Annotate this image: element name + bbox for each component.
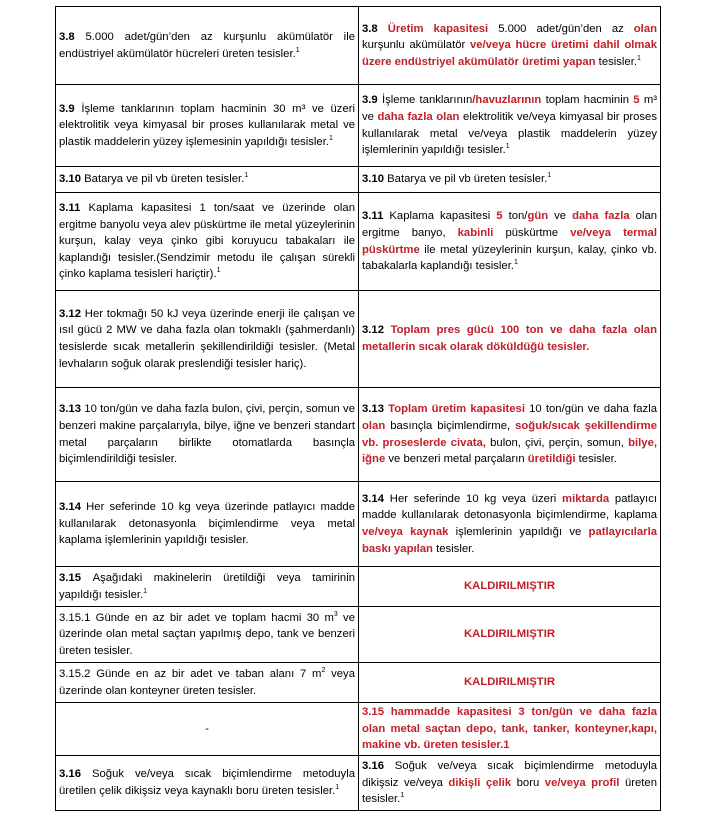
text-run: -	[205, 722, 209, 735]
footnote-marker: 2	[321, 667, 326, 675]
text-run: tesisler.	[575, 453, 617, 466]
text-run: ve üzerinde olan metal saçtan yapılmış depo, tank ve benzeri üreten tesisler.	[59, 611, 355, 657]
text-run: Soğuk ve/veya sıcak biçimlendirme metoduyla dikişsiz ve/veya	[362, 760, 657, 789]
text-run: ile metal yüzeylerinin kurşun, kalay, çinko vb. tabakalarla kaplandığı tesisler.	[362, 243, 657, 273]
text-run: Toplam üretim kapasitesi	[388, 403, 525, 416]
new-text-cell	[359, 291, 661, 388]
cell-content	[59, 572, 355, 601]
text-run: 5	[633, 94, 640, 107]
new-text-cell	[359, 193, 661, 291]
text-run: 10 ton/gün ve daha fazla bulon, çivi, perçin, somun ve benzeri makine parçalarıyla, bilye, iğne ve benzeri standart metal parçaların birlikte otomatlarda basınçla biçimlendirildiği tesisler.	[59, 403, 355, 466]
item-number: 3.11	[362, 210, 390, 223]
text-run: ve/veya kaynak	[362, 526, 449, 538]
old-text-cell	[56, 291, 359, 388]
cell-content	[464, 676, 555, 688]
item-number: 3.14	[59, 501, 87, 514]
item-number: 3.13	[59, 403, 85, 416]
text-run: Kaplama kapasitesi	[389, 210, 497, 223]
footnote-marker: 3	[333, 610, 338, 618]
text-run: İşleme tanklarının	[381, 94, 473, 107]
item-number: 3.16	[59, 768, 92, 781]
cell-content	[362, 210, 657, 272]
cell-content	[464, 628, 555, 640]
text-run: 5.000 adet/gün’den az	[488, 22, 634, 35]
text-run: 10 ton/gün ve daha fazla	[524, 403, 657, 416]
item-number: 3.16	[362, 760, 395, 773]
text-run: soğuk/sıcak şekillendirme vb. proseslerde civata,	[362, 419, 657, 449]
new-text-cell	[359, 167, 661, 193]
footnote-marker: 1	[513, 259, 518, 267]
old-text-cell	[56, 167, 359, 193]
text-run: tesisler.	[595, 55, 637, 68]
table-row	[56, 388, 661, 482]
text-run: Her seferinde 10 kg veya üzerinde patlayıcı madde kullanılarak detonasyonla biçimlendirme veya metal kaplama işlemlerinin yapıldığı tesisler.	[59, 501, 355, 547]
cell-content	[362, 94, 657, 156]
new-text-cell	[359, 567, 661, 607]
text-run: üreten tesisler.	[362, 776, 657, 806]
item-number: 3.9	[59, 102, 82, 115]
new-text-cell	[359, 607, 661, 663]
text-run: toplam hacminin	[541, 94, 634, 107]
text-run: ve/veya hücre üretimi dahil olmak üzere endüstriyel akümülatör üretimi yapan	[362, 39, 657, 68]
text-run: gün	[527, 210, 549, 223]
text-run: 3.15 hammadde kapasitesi 3 ton/gün ve daha fazla olan metal saçtan depo, tank, tanker, konteyner,kapı, makine vb. üreten tesisler.1	[362, 706, 657, 752]
text-run: veya üzerinde olan konteyner üreten tesisler.	[59, 667, 355, 697]
table-row	[56, 756, 661, 811]
footnote-marker: 1	[329, 135, 333, 143]
text-run: püskürtme	[493, 226, 571, 239]
item-number: 3.12	[362, 324, 391, 337]
text-run: basınçla biçimlendirme,	[385, 419, 516, 432]
cell-content	[59, 768, 355, 797]
cell-content	[362, 403, 657, 465]
footnote-marker: 1	[216, 267, 221, 275]
text-run: Her tokmağı 50 kJ veya üzerinde enerji ile çalışan ve ısıl gücü 2 MW ve daha fazla olan tokmaklı (şahmerdanlı) tesislerde sıcak metallerin şekillendirildiği tesisler. (Metal levhaların soğuk olarak preslendiği tesisler hariç).	[59, 307, 355, 370]
item-number: 3.11	[59, 202, 89, 215]
text-run: Günde en az bir adet ve toplam hacmi 30 m	[95, 611, 334, 624]
cell-content	[464, 580, 555, 592]
table-row	[56, 567, 661, 607]
new-text-cell	[359, 756, 661, 811]
footnote-marker: 1	[505, 143, 510, 151]
old-text-cell	[56, 567, 359, 607]
text-run: Batarya ve pil vb üreten tesisler.	[387, 173, 548, 186]
item-number: 3.9	[362, 94, 382, 107]
text-run: /havuzlarının	[472, 94, 542, 107]
comparison-table	[55, 6, 661, 811]
old-text-cell	[56, 388, 359, 482]
text-run: üretildiği	[527, 453, 576, 466]
old-text-cell	[56, 193, 359, 291]
cell-content	[59, 501, 355, 546]
old-text-cell	[56, 7, 359, 85]
new-text-cell	[359, 7, 661, 85]
table-row	[56, 703, 661, 756]
item-number: 3.15	[59, 571, 93, 584]
item-number: 3.8	[362, 22, 388, 35]
table-row	[56, 663, 661, 703]
text-run: Kaplama kapasitesi 1 ton/saat ve üzerinde olan ergitme banyolu veya alev püskürtme ile metal yüzeylerinin kurşun, kalay veya çinko gibi koruyucu tabakaları ile kaplandığı tesisler.(Sendzimir metodu ile çalışan sürekli çinko kaplama tesisleri hariçtir).	[59, 202, 355, 281]
table-row	[56, 607, 661, 663]
cell-content	[362, 23, 657, 68]
item-number: 3.12	[59, 307, 85, 320]
item-number: 3.10	[362, 173, 388, 186]
item-number: 3.8	[59, 30, 86, 43]
cell-content	[362, 324, 657, 353]
text-run: bulon, çivi, perçin, somun,	[485, 436, 629, 449]
new-text-cell	[359, 388, 661, 482]
text-run: işlemlerinin yapıldığı ve	[448, 526, 589, 538]
footnote-marker: 1	[547, 172, 552, 180]
table-row	[56, 291, 661, 388]
text-run: ve/veya profil	[544, 776, 620, 789]
text-run: 3.15.1	[59, 611, 96, 624]
text-run: Her seferinde 10 kg veya üzeri	[389, 492, 563, 505]
text-run: Toplam pres gücü 100 ton ve daha fazla olan metallerin sıcak olarak döküldüğü tesisler.	[362, 324, 657, 353]
item-number: 3.13	[362, 403, 389, 416]
footnote-marker: 1	[636, 55, 641, 63]
old-text-cell	[56, 756, 359, 811]
text-run: ton/	[502, 210, 528, 223]
cell-content	[362, 173, 551, 185]
text-run: miktarda	[562, 492, 610, 505]
text-run: KALDIRILMIŞTIR	[464, 628, 555, 641]
table-row	[56, 482, 661, 567]
cell-content	[59, 173, 248, 185]
text-run: Günde en az bir adet ve taban alanı 7 m	[96, 667, 322, 680]
text-run: ve benzeri metal parçaların	[385, 453, 528, 466]
text-run: 5.000 adet/gün’den az kurşunlu akümülatör ile endüstriyel akümülatör hücreleri üreten tesisler.	[59, 30, 355, 60]
old-text-cell	[56, 607, 359, 663]
text-run: 3.15.2	[59, 667, 97, 680]
cell-content	[59, 612, 355, 657]
text-run: tesisler.	[432, 542, 475, 555]
cell-content	[362, 706, 657, 751]
text-run: patlayıcılarla baskı yapılan	[362, 526, 657, 555]
cell-content	[59, 202, 355, 280]
text-run: KALDIRILMIŞTIR	[464, 580, 555, 593]
old-text-cell	[56, 85, 359, 167]
new-text-cell	[359, 703, 661, 756]
old-text-cell	[56, 663, 359, 703]
text-run: olan ergitme banyo,	[362, 210, 658, 239]
text-run: boru	[511, 776, 545, 789]
table-row	[56, 167, 661, 193]
new-text-cell	[359, 85, 661, 167]
text-run: olan	[362, 419, 386, 432]
footnote-marker: 1	[295, 46, 300, 54]
text-run: kurşunlu akümülatör	[362, 39, 470, 52]
old-text-cell	[56, 482, 359, 567]
text-run: KALDIRILMIŞTIR	[464, 676, 555, 689]
cell-content	[59, 668, 355, 697]
text-run: Soğuk ve/veya sıcak biçimlendirme metoduyla üretilen çelik dikişsiz veya kaynaklı boru üreten tesisler.	[59, 768, 355, 797]
text-run: daha fazla olan	[377, 110, 460, 123]
text-run: Üretim kapasitesi	[387, 22, 489, 35]
text-run: dikişli çelik	[448, 776, 512, 789]
table-row	[56, 7, 661, 85]
text-run: kabinli	[457, 226, 494, 239]
text-run: patlayıcı madde kullanılarak detonasyonla biçimlendirme, kaplama	[362, 492, 657, 522]
text-run: elektrolitik ve/veya kimyasal bir proses kullanılarak metal ve/veya plastik maddelerin yüzey işlemlerinin yapıldığı tesisler.	[362, 110, 657, 157]
cell-content	[59, 308, 355, 370]
cell-content	[362, 760, 657, 805]
item-number: 3.14	[362, 492, 390, 505]
text-run: Aşağıdaki makinelerin üretildiği veya tamirinin yapıldığı tesisler.	[59, 571, 355, 601]
text-run: ve	[548, 210, 573, 223]
text-run: 5	[496, 210, 503, 223]
footnote-marker: 1	[335, 784, 340, 792]
text-run: Batarya ve pil vb üreten tesisler.	[84, 173, 245, 186]
text-run: daha fazla	[572, 210, 630, 223]
new-text-cell	[359, 663, 661, 703]
text-run: m³ ve	[362, 94, 658, 123]
footnote-marker: 1	[400, 792, 405, 800]
cell-content	[59, 31, 355, 60]
footnote-marker: 1	[143, 587, 148, 595]
text-run: ve/veya termal püskürtme	[362, 226, 657, 256]
cell-content	[362, 493, 657, 555]
text-run: bilye, iğne	[362, 436, 657, 466]
table-row	[56, 85, 661, 167]
cell-content	[59, 403, 355, 465]
item-number: 3.10	[59, 173, 85, 186]
old-text-cell	[56, 703, 359, 756]
text-run: İşleme tanklarının toplam hacminin 30 m³ ve üzeri elektrolitik veya kimyasal bir proses kullanılarak metal ve plastik maddelerin yüzey işlemesinin yapıldığı tesisler.	[59, 102, 356, 148]
new-text-cell	[359, 482, 661, 567]
footnote-marker: 1	[244, 172, 249, 180]
text-run: olan	[633, 22, 658, 35]
cell-content	[205, 723, 209, 735]
table-row	[56, 193, 661, 291]
cell-content	[59, 103, 355, 148]
